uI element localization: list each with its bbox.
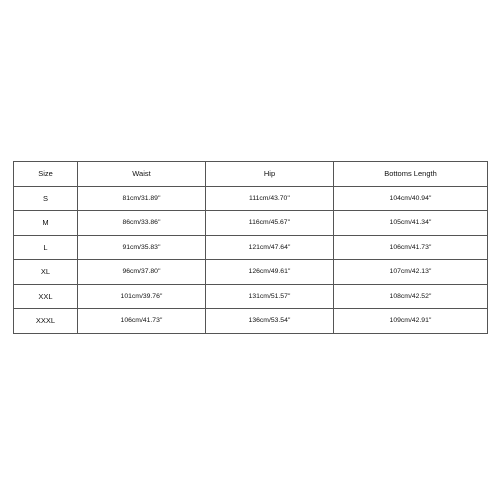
header-bottoms-length: Bottoms Length bbox=[334, 162, 488, 187]
table-row bbox=[14, 235, 488, 260]
table-row bbox=[14, 260, 488, 285]
table-row bbox=[14, 211, 488, 236]
size-cell: XXL bbox=[14, 284, 78, 309]
hip-cell: 136cm/53.54'' bbox=[206, 309, 334, 334]
size-cell: XL bbox=[14, 260, 78, 285]
size-cell: L bbox=[14, 235, 78, 260]
hip-cell: 121cm/47.64'' bbox=[206, 235, 334, 260]
bottoms-length-cell: 105cm/41.34'' bbox=[334, 211, 488, 236]
hip-cell: 116cm/45.67'' bbox=[206, 211, 334, 236]
hip-cell: 126cm/49.61'' bbox=[206, 260, 334, 285]
bottoms-length-cell: 109cm/42.91'' bbox=[334, 309, 488, 334]
size-chart-table bbox=[13, 161, 488, 334]
bottoms-length-cell: 108cm/42.52'' bbox=[334, 284, 488, 309]
waist-cell: 86cm/33.86'' bbox=[78, 211, 206, 236]
table-row bbox=[14, 284, 488, 309]
header-size: Size bbox=[14, 162, 78, 187]
bottoms-length-cell: 106cm/41.73'' bbox=[334, 235, 488, 260]
size-cell: M bbox=[14, 211, 78, 236]
hip-cell: 131cm/51.57'' bbox=[206, 284, 334, 309]
table-row bbox=[14, 186, 488, 211]
bottoms-length-cell: 107cm/42.13'' bbox=[334, 260, 488, 285]
table-row bbox=[14, 309, 488, 334]
size-cell: S bbox=[14, 186, 78, 211]
waist-cell: 81cm/31.89'' bbox=[78, 186, 206, 211]
hip-cell: 111cm/43.70'' bbox=[206, 186, 334, 211]
waist-cell: 96cm/37.80'' bbox=[78, 260, 206, 285]
waist-cell: 106cm/41.73'' bbox=[78, 309, 206, 334]
waist-cell: 101cm/39.76'' bbox=[78, 284, 206, 309]
waist-cell: 91cm/35.83'' bbox=[78, 235, 206, 260]
header-waist: Waist bbox=[78, 162, 206, 187]
bottoms-length-cell: 104cm/40.94'' bbox=[334, 186, 488, 211]
table-header-row bbox=[14, 162, 488, 187]
size-cell: XXXL bbox=[14, 309, 78, 334]
header-hip: Hip bbox=[206, 162, 334, 187]
